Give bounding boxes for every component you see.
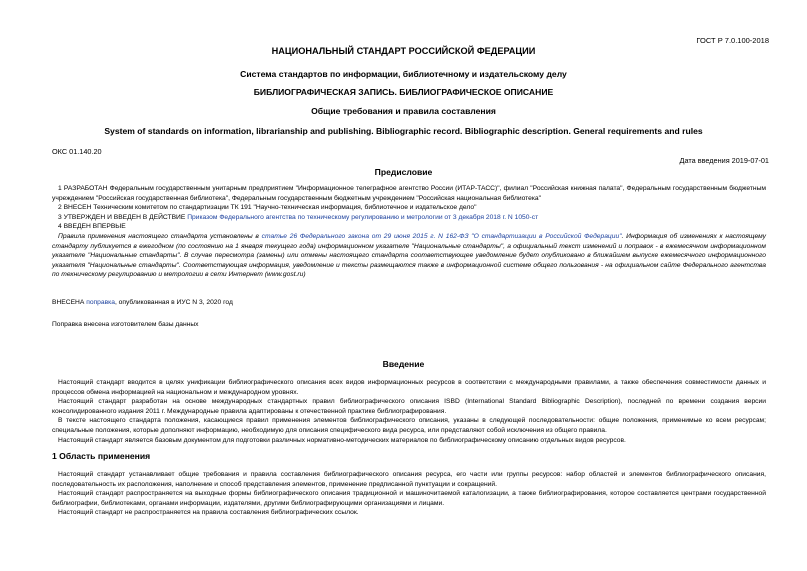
scope-paragraph-2: Настоящий стандарт распространяется на выходные формы библиографического описания традиционной и машиночитаемой каталогизации, а также библиографирования, которое составляется центрами государственной библиографии, библиотеками, органами информации, издателями, другими библиографирующими организациями и лицами. bbox=[52, 490, 766, 507]
amendment-line bbox=[52, 298, 766, 308]
preface-item-4: 4 ВВЕДЕН ВПЕРВЫЕ bbox=[58, 223, 126, 231]
preface-item-rules bbox=[52, 232, 766, 280]
preface-item-3 bbox=[52, 213, 766, 223]
intro-paragraph-4: Настоящий стандарт является базовым документом для подготовки различных нормативно-методических материалов по библиографическому описанию отдельных видов ресурсов. bbox=[58, 436, 626, 444]
amendment-text bbox=[52, 298, 766, 308]
amendment-link[interactable]: поправка bbox=[86, 299, 115, 306]
amendment-text-a: ВНЕСЕНА bbox=[52, 299, 87, 306]
section-1-body bbox=[52, 470, 766, 518]
preface-item-3-text: 3 УТВЕРЖДЕН И ВВЕДЕН В ДЕЙСТВИЕ bbox=[58, 213, 188, 221]
scope-paragraph-3: Настоящий стандарт не распространяется на правила составления библиографических ссылок. bbox=[58, 509, 359, 517]
rules-text-a: Правила применения настоящего стандарта установлены в bbox=[58, 232, 262, 240]
intro-paragraph-3: В тексте настоящего стандарта положения, касающиеся правил применения элементов библиографического описания, указаны в следующей последовательности: общие положения, применимые ко всем ресурсам; специальные положения, которые дополняют информацию, необходимую для описания специфического вида ресурса, или представляют собой исключения из общего правила. bbox=[52, 417, 766, 434]
federal-law-link[interactable]: статье 26 Федерального закона от 29 июня 2015 г. N 162-ФЗ bbox=[261, 232, 469, 240]
rules-text-c: . Информация об изменениях к настоящему стандарту публикуется в ежегодном (по состоянию на 1 января текущего года) информационном указателе "Национальные стандарты", а официальный текст изменений и поправок - в ежемесячном информационном указателе "Национальные стандарты". В случае пересмотра (замены) или отмены настоящего стандарта соответствующее уведомление будет опубликовано в ближайшем выпуске ежемесячного информационного указателя "Национальные стандарты". Соответствующая информация, уведомление и тексты размещаются также в информационной системе общего пользования - на официальном сайте Федерального агентства по техническому регулированию и метрологии в сети Интернет (www.gost.ru) bbox=[52, 232, 766, 279]
intro-paragraph-1: Настоящий стандарт вводится в целях унификации библиографического описания всех видов информационных ресурсов в соответствии с международными правилами, а также обеспечения совместимости данных и процессов обмена информацией на национальном и международном уровнях. bbox=[52, 379, 766, 396]
preface-body bbox=[52, 184, 766, 280]
amendment-note: Поправка внесена изготовителем базы данных bbox=[52, 321, 199, 328]
record-title: БИБЛИОГРАФИЧЕСКАЯ ЗАПИСЬ. БИБЛИОГРАФИЧЕСКОЕ ОПИСАНИЕ bbox=[253, 87, 554, 97]
introduction-body bbox=[52, 378, 766, 445]
main-title: НАЦИОНАЛЬНЫЙ СТАНДАРТ РОССИЙСКОЙ ФЕДЕРАЦИИ bbox=[271, 46, 536, 56]
standardization-law-link[interactable]: "О стандартизации в Российской Федерации" bbox=[471, 232, 622, 240]
introduction-date: Дата введения 2019-07-01 bbox=[679, 156, 769, 165]
intro-paragraph-2: Настоящий стандарт разработан на основе международных стандартных правил библиографического описания ISBD (International Standard Bibliographic Description), последней по времени создания версии консолидированного издания 2011 г. Международные правила адаптированы к отечественной практике библиографирования. bbox=[52, 398, 766, 415]
preface-heading: Предисловие bbox=[374, 167, 433, 177]
preface-item-1: 1 РАЗРАБОТАН Федеральным государственным унитарным предприятием "Информационное телеграфное агентство России (ИТАР-ТАСС)", филиал "Российская книжная палата", Федеральным государственным бюджетным учреждением "Российская государственная библиотека", Федеральным государственным бюджетным учреждением "Российская национальная библиотека" bbox=[52, 185, 766, 202]
order-link[interactable]: Приказом Федерального агентства по техническому регулированию и метрологии от 3 декабря 2018 г. N 1050-ст bbox=[187, 213, 539, 221]
introduction-heading: Введение bbox=[382, 359, 425, 369]
preface-item-2: 2 ВНЕСЕН Техническим комитетом по стандартизации ТК 191 "Научно-техническая информация, библиотечное и издательское дело" bbox=[58, 204, 477, 212]
amendment-note-block bbox=[52, 320, 766, 330]
system-title: Система стандартов по информации, библиотечному и издательскому делу bbox=[240, 69, 567, 79]
english-title: System of standards on information, librarianship and publishing. Bibliographic record. Bibliographic description. General requirements and rules bbox=[104, 126, 703, 136]
oks-code: ОКС 01.140.20 bbox=[52, 147, 102, 156]
scope-paragraph-1: Настоящий стандарт устанавливает общие требования и правила составления библиографического описания ресурса, его части или группы ресурсов: набор областей и элементов библиографического описания, последовательность их расположения, наполнение и способ представления элементов, применение предписанной пунктуации и сокращений. bbox=[52, 471, 766, 488]
document-code: ГОСТ Р 7.0.100-2018 bbox=[696, 36, 769, 45]
amendment-text-b: , опубликованная в ИУС N 3, 2020 год bbox=[114, 299, 233, 306]
section-1-heading: 1 Область применения bbox=[52, 451, 151, 461]
general-title: Общие требования и правила составления bbox=[311, 106, 496, 116]
